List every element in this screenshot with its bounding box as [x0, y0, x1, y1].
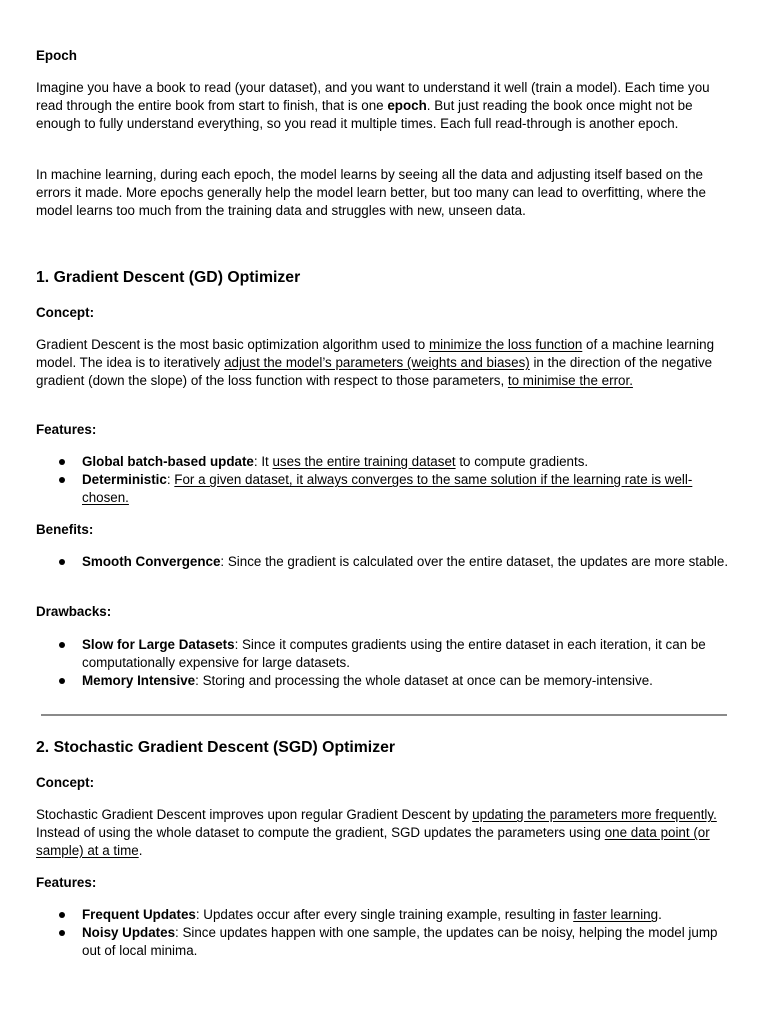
bullet-icon — [59, 930, 65, 936]
gd-benefits-list — [36, 553, 730, 571]
gd-drawbacks-list — [36, 636, 730, 690]
list-item: Slow for Large Datasets: Since it computes gradients using the entire dataset in each iteration, it can be computationally expensive for large datasets. — [36, 636, 730, 672]
sgd-heading: 2. Stochastic Gradient Descent (SGD) Optimizer — [36, 739, 396, 756]
list-item: Frequent Updates: Updates occur after every single training example, resulting in faster learning. — [36, 906, 730, 924]
epoch-term: epoch — [387, 98, 427, 113]
gd-concept-paragraph: Gradient Descent is the most basic optimization algorithm used to minimize the loss function of a machine learning model. The idea is to iteratively adjust the model’s parameters (weights and biases) in the direction of the negative gradient (down the slope) of the loss function with respect to those parameters, to minimise the error. — [36, 337, 715, 388]
gd-heading: 1. Gradient Descent (GD) Optimizer — [36, 269, 301, 286]
list-item: Smooth Convergence: Since the gradient is calculated over the entire dataset, the updates are more stable. — [36, 553, 730, 571]
bullet-icon — [59, 477, 65, 483]
list-item: Global batch-based update: It uses the entire training dataset to compute gradients. — [36, 453, 730, 471]
epoch-paragraph-1: Imagine you have a book to read (your dataset), and you want to understand it well (train a model). Each time you read through the entire book from start to finish, that is one epoch. But just reading the book once might not be enough to fully understand everything, so you read it multiple times. Each full read-through is another epoch. — [36, 80, 710, 131]
sgd-features-label: Features: — [36, 875, 97, 890]
list-item: Deterministic: For a given dataset, it always converges to the same solution if the learning rate is well-chosen. — [36, 471, 730, 507]
sgd-concept-paragraph: Stochastic Gradient Descent improves upon regular Gradient Descent by updating the parameters more frequently. Instead of using the whole dataset to compute the gradient, SGD updates the parameters using one data point (or sample) at a time. — [36, 807, 717, 858]
epoch-paragraph-2: In machine learning, during each epoch, the model learns by seeing all the data and adjusting itself based on the errors it made. More epochs generally help the model learn better, but too many can lead to overfitting, where the model learns too much from the training data and struggles with new, unseen data. — [36, 167, 706, 218]
list-item: Memory Intensive: Storing and processing the whole dataset at once can be memory-intensive. — [36, 672, 730, 690]
bullet-icon — [59, 559, 65, 565]
bullet-icon — [59, 459, 65, 465]
gd-features-list — [36, 453, 730, 507]
gd-concept-label: Concept: — [36, 305, 95, 320]
gd-benefits-label: Benefits: — [36, 522, 94, 537]
gd-drawbacks-label: Drawbacks: — [36, 604, 112, 619]
sgd-features-list — [36, 906, 730, 960]
gd-features-label: Features: — [36, 422, 97, 437]
list-item: Noisy Updates: Since updates happen with one sample, the updates can be noisy, helping the model jump out of local minima. — [36, 924, 730, 960]
sgd-concept-label: Concept: — [36, 775, 95, 790]
bullet-icon — [59, 912, 65, 918]
bullet-icon — [59, 678, 65, 684]
epoch-heading: Epoch — [36, 48, 77, 63]
section-divider — [41, 714, 727, 716]
bullet-icon — [59, 642, 65, 648]
